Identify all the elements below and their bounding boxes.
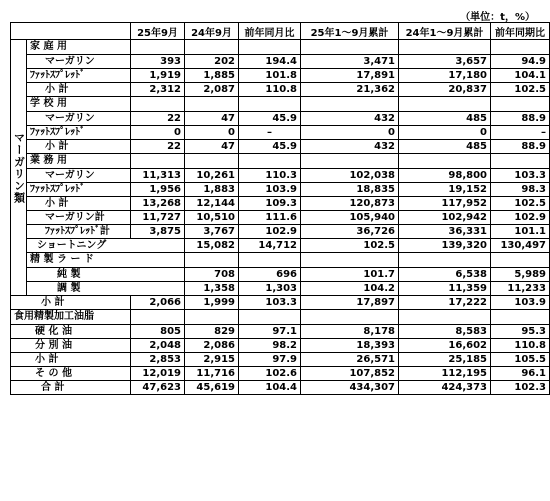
header-cell: 前年同月比 — [239, 23, 301, 40]
table-cell: 104.2 — [301, 282, 399, 296]
table-cell: 98,800 — [399, 169, 491, 183]
table-cell: 1,883 — [185, 183, 239, 197]
table-cell: 102.3 — [491, 381, 550, 395]
table-cell: 小 計 — [27, 83, 131, 97]
unit-note: （単位：t，%） — [460, 12, 535, 23]
header-blank — [11, 23, 131, 40]
statistics-table — [10, 22, 550, 395]
table-cell — [301, 154, 399, 169]
table-cell: 小 計 — [27, 140, 131, 154]
table-row-subtotal — [11, 83, 550, 97]
table-cell: 0 — [185, 126, 239, 140]
table-cell: 1,303 — [239, 282, 301, 296]
table-cell: 純 製 — [27, 268, 185, 282]
table-cell — [131, 310, 185, 325]
table-cell — [131, 97, 185, 112]
table-cell: 10,510 — [185, 211, 239, 225]
table-row-subtotal — [11, 140, 550, 154]
table-cell: 104.4 — [239, 381, 301, 395]
table-cell: 11,359 — [399, 282, 491, 296]
table-cell: 2,312 — [131, 83, 185, 97]
table-cell: 11,727 — [131, 211, 185, 225]
table-cell: 105,940 — [301, 211, 399, 225]
table-cell: 13,268 — [131, 197, 185, 211]
table-cell: 485 — [399, 140, 491, 154]
table-cell: 45,619 — [185, 381, 239, 395]
table-cell: 805 — [131, 325, 185, 339]
table-cell: 11,233 — [491, 282, 550, 296]
table-cell: 分 別 油 — [11, 339, 131, 353]
table-cell: 小 計 — [11, 296, 131, 310]
table-cell: 21,362 — [301, 83, 399, 97]
table-cell — [239, 40, 301, 55]
table-cell: 17,891 — [301, 69, 399, 83]
table-cell: 1,956 — [131, 183, 185, 197]
table-cell — [185, 40, 239, 55]
table-cell: 109.3 — [239, 197, 301, 211]
table-cell: 112,195 — [399, 367, 491, 381]
table-cell — [399, 154, 491, 169]
table-cell: 20,837 — [399, 83, 491, 97]
table-row-margarine-total — [11, 211, 550, 225]
table-cell: 22 — [131, 140, 185, 154]
table-cell: ショートニング — [27, 239, 185, 253]
table-cell: 102.5 — [301, 239, 399, 253]
table-cell: 2,086 — [185, 339, 239, 353]
group-title: 精 製 ラ ー ド — [27, 253, 185, 268]
table-cell: 97.1 — [239, 325, 301, 339]
table-cell — [185, 97, 239, 112]
table-row — [11, 55, 550, 69]
table-cell: 0 — [301, 126, 399, 140]
table-cell — [399, 253, 491, 268]
table-cell: 2,853 — [131, 353, 185, 367]
group-header-school — [11, 97, 550, 112]
table-cell: 432 — [301, 112, 399, 126]
table-cell: 107,852 — [301, 367, 399, 381]
table-cell: 101.8 — [239, 69, 301, 83]
table-cell: 硬 化 油 — [11, 325, 131, 339]
table-row — [11, 183, 550, 197]
table-cell: 696 — [239, 268, 301, 282]
table-cell: 17,222 — [399, 296, 491, 310]
table-cell: 194.4 — [239, 55, 301, 69]
table-cell: 合 計 — [11, 381, 131, 395]
table-cell: 1,885 — [185, 69, 239, 83]
table-cell: 2,087 — [185, 83, 239, 97]
table-cell: 3,767 — [185, 225, 239, 239]
table-cell: – — [239, 126, 301, 140]
table-cell: 17,180 — [399, 69, 491, 83]
table-cell: 12,019 — [131, 367, 185, 381]
table-cell: 2,048 — [131, 339, 185, 353]
header-cell: 25年9月 — [131, 23, 185, 40]
table-cell: 47,623 — [131, 381, 185, 395]
table-cell: 2,066 — [131, 296, 185, 310]
group-header-edible-oils — [11, 310, 550, 325]
table-cell: 1,358 — [185, 282, 239, 296]
table-cell: 3,471 — [301, 55, 399, 69]
table-cell: 14,712 — [239, 239, 301, 253]
header-cell: 前年同期比 — [491, 23, 550, 40]
table-cell: 202 — [185, 55, 239, 69]
table-cell: 95.3 — [491, 325, 550, 339]
table-cell: 393 — [131, 55, 185, 69]
table-cell: ﾌｧｯﾄｽﾌﾟﾚｯﾄﾞ — [27, 69, 131, 83]
table-cell: マーガリン — [27, 169, 131, 183]
table-cell: 102.6 — [239, 367, 301, 381]
table-cell — [491, 97, 550, 112]
table-cell: 18,835 — [301, 183, 399, 197]
table-row-subtotal — [11, 197, 550, 211]
table-cell — [239, 253, 301, 268]
table-cell: 3,875 — [131, 225, 185, 239]
table-cell: 101.1 — [491, 225, 550, 239]
table-cell — [239, 97, 301, 112]
table-cell — [131, 154, 185, 169]
table-row-subtotal — [11, 296, 550, 310]
table-cell: 25,185 — [399, 353, 491, 367]
group-title: 家 庭 用 — [27, 40, 131, 55]
table-cell — [301, 310, 399, 325]
table-cell — [131, 40, 185, 55]
table-cell — [185, 310, 239, 325]
table-cell: 130,497 — [491, 239, 550, 253]
table-cell: 36,331 — [399, 225, 491, 239]
table-cell — [301, 253, 399, 268]
group-title: 学 校 用 — [27, 97, 131, 112]
table-cell — [301, 97, 399, 112]
table-cell — [185, 253, 239, 268]
table-cell — [491, 310, 550, 325]
table-cell: マーガリン計 — [27, 211, 131, 225]
table-cell: 5,989 — [491, 268, 550, 282]
group-title: 業 務 用 — [27, 154, 131, 169]
table-cell — [491, 154, 550, 169]
table-cell: 18,393 — [301, 339, 399, 353]
table-cell: 47 — [185, 140, 239, 154]
table-cell — [399, 40, 491, 55]
table-cell: 120,873 — [301, 197, 399, 211]
table-cell: 11,313 — [131, 169, 185, 183]
table-cell: 26,571 — [301, 353, 399, 367]
table-cell: 19,152 — [399, 183, 491, 197]
table-cell: 45.9 — [239, 112, 301, 126]
table-cell: 139,320 — [399, 239, 491, 253]
table-row — [11, 325, 550, 339]
table-cell: 829 — [185, 325, 239, 339]
header-cell: 24年9月 — [185, 23, 239, 40]
table-cell: ﾌｧｯﾄｽﾌﾟﾚｯﾄﾞ — [27, 126, 131, 140]
table-cell: 708 — [185, 268, 239, 282]
table-cell — [491, 40, 550, 55]
table-cell — [239, 310, 301, 325]
table-row-grand-total — [11, 381, 550, 395]
table-cell: 11,716 — [185, 367, 239, 381]
table-cell: 110.8 — [239, 83, 301, 97]
table-cell: 117,952 — [399, 197, 491, 211]
table-cell — [399, 310, 491, 325]
table-row-subtotal — [11, 353, 550, 367]
table-cell: 103.3 — [239, 296, 301, 310]
table-cell: 47 — [185, 112, 239, 126]
table-cell: 94.9 — [491, 55, 550, 69]
table-row-other — [11, 367, 550, 381]
table-cell — [185, 154, 239, 169]
table-cell: 104.1 — [491, 69, 550, 83]
table-cell: 102.9 — [239, 225, 301, 239]
table-cell: 105.5 — [491, 353, 550, 367]
table-cell: 103.9 — [491, 296, 550, 310]
table-cell — [239, 154, 301, 169]
table-row-shortening — [11, 239, 550, 253]
table-cell: 102.5 — [491, 197, 550, 211]
table-cell — [491, 253, 550, 268]
table-cell: 424,373 — [399, 381, 491, 395]
group-title: 食用精製加工油脂 — [11, 310, 131, 325]
table-row-fatspread-total — [11, 225, 550, 239]
table-cell: 97.9 — [239, 353, 301, 367]
group-header-household — [11, 40, 550, 55]
table-row — [11, 268, 550, 282]
table-row — [11, 282, 550, 296]
table-cell — [399, 97, 491, 112]
table-cell: 485 — [399, 112, 491, 126]
table-cell: マーガリン — [27, 112, 131, 126]
table-cell: 8,178 — [301, 325, 399, 339]
table-row — [11, 169, 550, 183]
table-cell: 98.3 — [491, 183, 550, 197]
table-row — [11, 69, 550, 83]
table-cell: 88.9 — [491, 112, 550, 126]
table-cell: 102,038 — [301, 169, 399, 183]
table-cell: 22 — [131, 112, 185, 126]
table-cell: 110.3 — [239, 169, 301, 183]
table-row — [11, 339, 550, 353]
table-cell: 111.6 — [239, 211, 301, 225]
group-header-business — [11, 154, 550, 169]
table-cell: 101.7 — [301, 268, 399, 282]
table-cell: 1,999 — [185, 296, 239, 310]
table-row — [11, 126, 550, 140]
table-cell: ﾌｧｯﾄｽﾌﾟﾚｯﾄﾞ計 — [27, 225, 131, 239]
header-cell: 25年1～9月累計 — [301, 23, 399, 40]
table-cell: 8,583 — [399, 325, 491, 339]
header-row — [11, 23, 550, 40]
category-margarine: マーガリン類 — [11, 40, 27, 296]
table-cell: 0 — [131, 126, 185, 140]
table-cell: 110.8 — [491, 339, 550, 353]
group-header-lard — [11, 253, 550, 268]
table-cell: 15,082 — [185, 239, 239, 253]
table-cell: 96.1 — [491, 367, 550, 381]
table-cell — [301, 40, 399, 55]
table-cell: そ の 他 — [11, 367, 131, 381]
table-cell: 2,915 — [185, 353, 239, 367]
table-cell: 102,942 — [399, 211, 491, 225]
table-cell: 103.9 — [239, 183, 301, 197]
table-cell: 434,307 — [301, 381, 399, 395]
table-cell: 小 計 — [11, 353, 131, 367]
table-cell: 103.3 — [491, 169, 550, 183]
table-cell: 45.9 — [239, 140, 301, 154]
header-cell: 24年1～9月累計 — [399, 23, 491, 40]
table-cell: 12,144 — [185, 197, 239, 211]
table-cell: – — [491, 126, 550, 140]
table-cell: 調 製 — [27, 282, 185, 296]
table-cell: 98.2 — [239, 339, 301, 353]
table-cell: 102.9 — [491, 211, 550, 225]
table-cell: 10,261 — [185, 169, 239, 183]
table-cell: 102.5 — [491, 83, 550, 97]
table-cell: 432 — [301, 140, 399, 154]
table-cell: マーガリン — [27, 55, 131, 69]
table-cell: 36,726 — [301, 225, 399, 239]
table-cell: 3,657 — [399, 55, 491, 69]
table-cell: 16,602 — [399, 339, 491, 353]
table-cell: 6,538 — [399, 268, 491, 282]
table-cell: 小 計 — [27, 197, 131, 211]
table-cell: 1,919 — [131, 69, 185, 83]
table-cell: 17,897 — [301, 296, 399, 310]
table-cell: 88.9 — [491, 140, 550, 154]
table-cell: 0 — [399, 126, 491, 140]
table-row — [11, 112, 550, 126]
table-cell: ﾌｧｯﾄｽﾌﾟﾚｯﾄﾞ — [27, 183, 131, 197]
